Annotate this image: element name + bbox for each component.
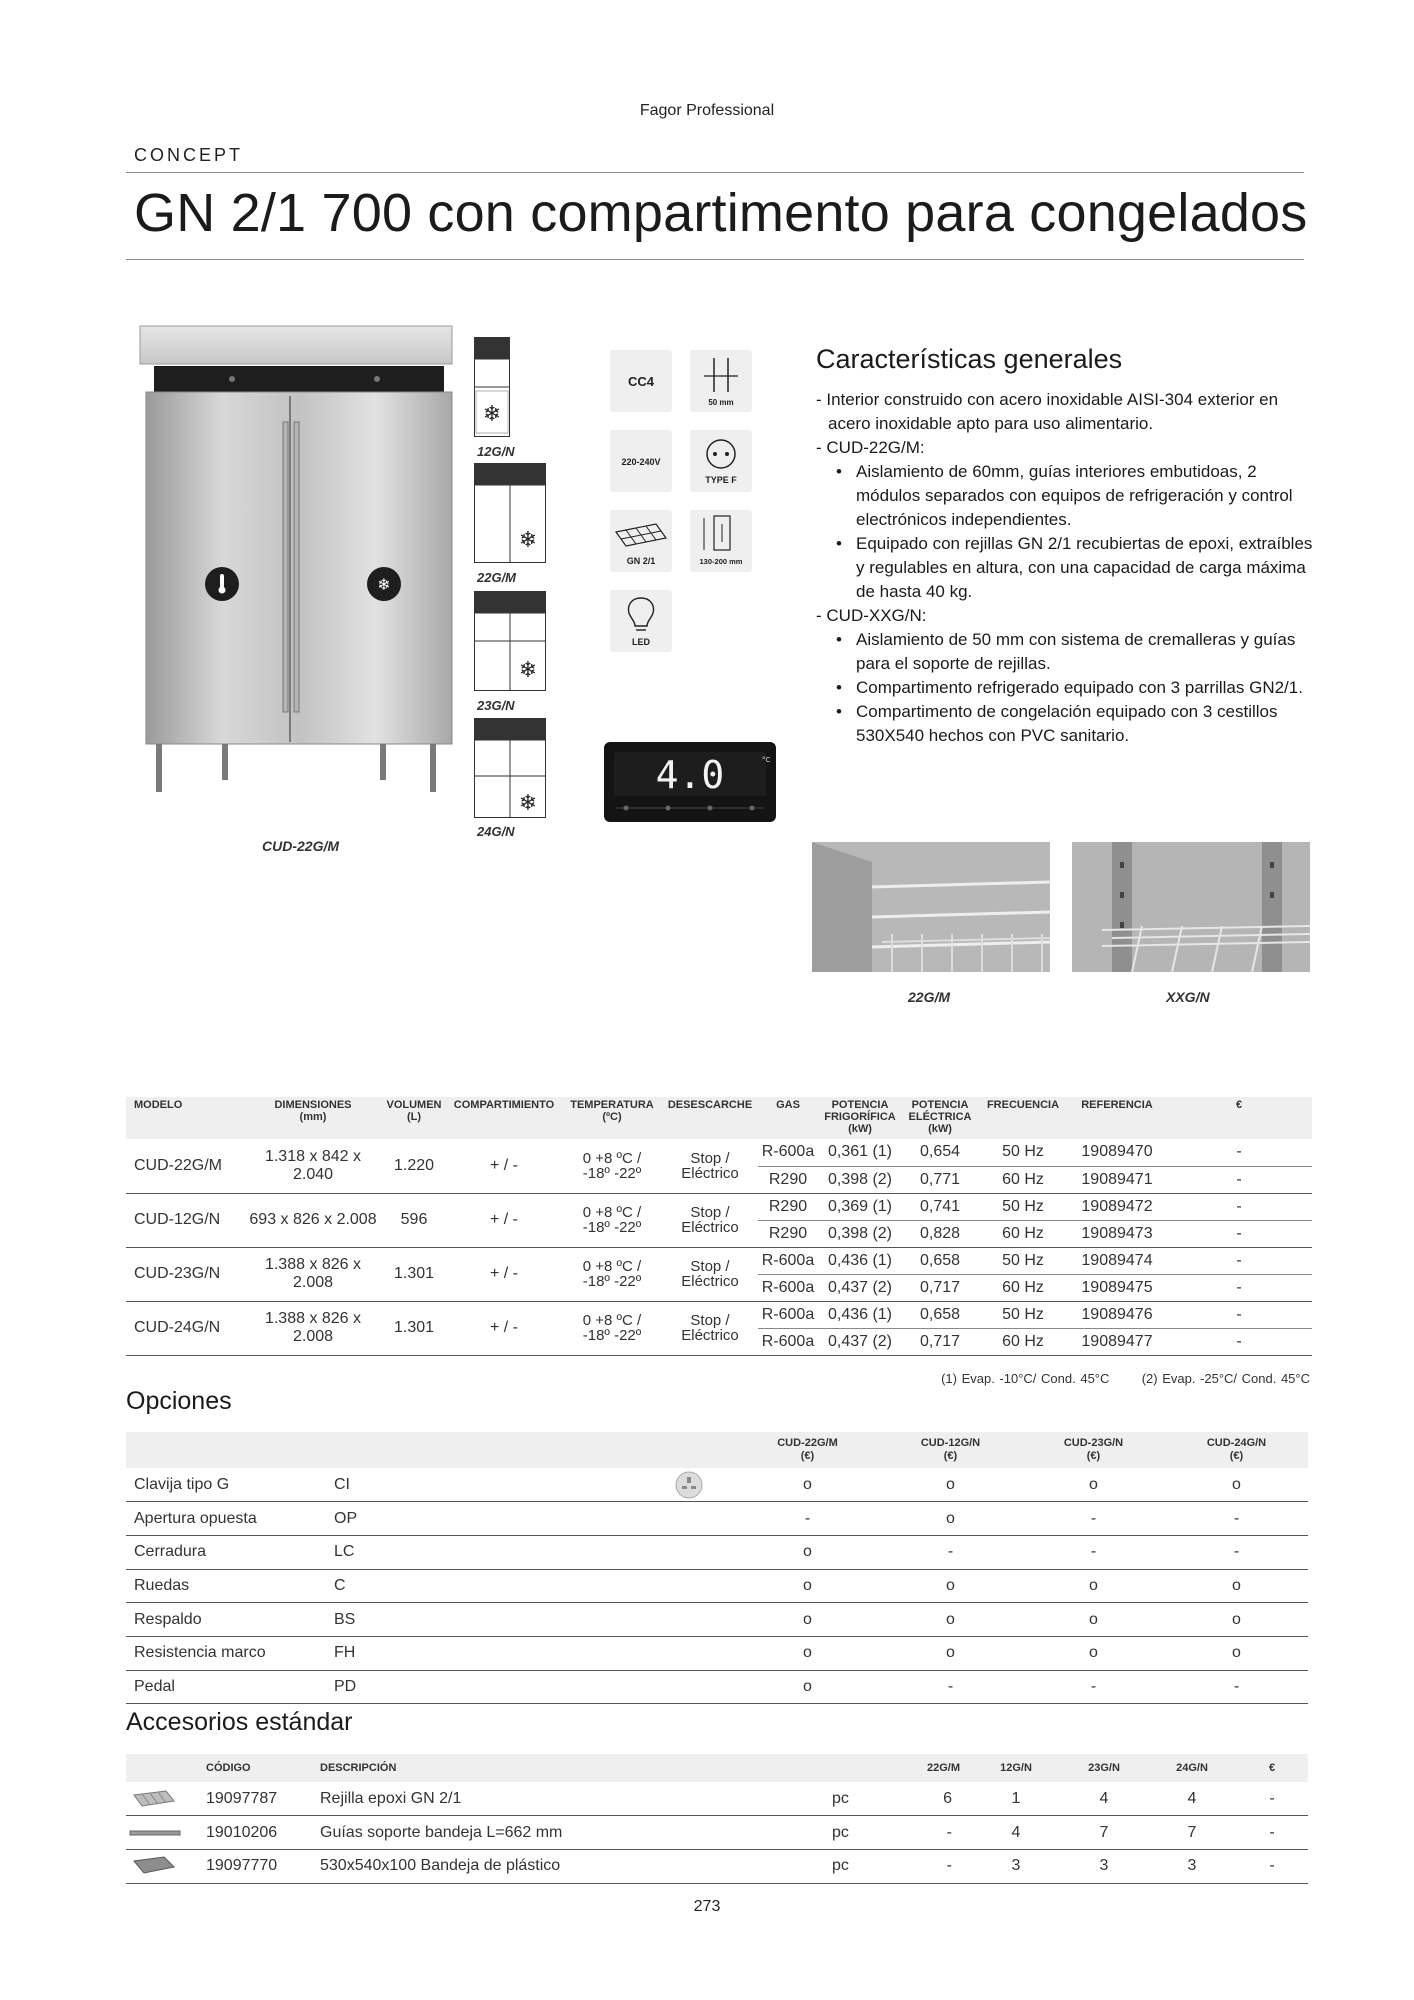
accessory-qty: 7	[1060, 1816, 1148, 1850]
accessory-qty: -	[702, 1849, 972, 1883]
voltage-label: 220-240V	[621, 457, 661, 467]
footnote: (2) Evap. -25°C/ Cond. 45°C	[1141, 1371, 1310, 1386]
option-name: Respaldo	[126, 1603, 326, 1637]
led-icon	[610, 590, 672, 652]
plug-label: TYPE F	[705, 475, 737, 485]
gas: R290	[758, 1220, 818, 1247]
gas: R-600a	[758, 1139, 818, 1166]
option-value: o	[1022, 1569, 1165, 1603]
option-code: BS	[326, 1603, 496, 1637]
col-codigo: CÓDIGO	[198, 1754, 312, 1782]
option-code: LC	[326, 1535, 496, 1569]
electric-power: 0,658	[902, 1301, 978, 1328]
cooling-power: 0,361 (1)	[818, 1139, 902, 1166]
option-code: PD	[326, 1670, 496, 1704]
option-name: Apertura opuesta	[126, 1502, 326, 1536]
frequency: 50 Hz	[978, 1193, 1068, 1220]
plastic-tray-icon	[126, 1849, 198, 1883]
option-code: OP	[326, 1502, 496, 1536]
gas: R-600a	[758, 1301, 818, 1328]
price: -	[1166, 1247, 1312, 1274]
general-bullet: • Equipado con rejillas GN 2/1 recubiertas de epoxi, extraíbles y regulables en altura, con una capacidad de carga máxima de hasta 40 kg.	[816, 532, 1316, 604]
reference: 19089476	[1068, 1301, 1166, 1328]
table-row	[126, 1670, 1308, 1704]
option-value: o	[736, 1670, 879, 1704]
table-row	[126, 1782, 1308, 1816]
options-table	[126, 1432, 1308, 1704]
variant-caption: 22G/M	[477, 570, 517, 585]
col-desescarche: DESESCARCHE	[662, 1097, 758, 1139]
table-row	[126, 1849, 1308, 1883]
col-descripcion: DESCRIPCIÓN	[312, 1754, 702, 1782]
table-row	[126, 1636, 1308, 1670]
page-number: 273	[693, 1898, 721, 1915]
col-potencia-frigorifica: POTENCIA FRIGORÍFICA (kW)	[818, 1097, 902, 1139]
led-label: LED	[632, 637, 650, 647]
general-title: Características generales	[816, 344, 1123, 374]
models-table	[126, 1097, 1312, 1356]
variant-22gm-diagram	[474, 463, 546, 563]
accessory-desc-cell	[312, 1816, 849, 1850]
accessories-title: Accesorios estándar	[126, 1708, 353, 1736]
col-23gn: 23G/N	[1060, 1754, 1148, 1782]
defrost: Stop / Eléctrico	[662, 1301, 758, 1355]
photo-caption: 22G/M	[908, 989, 951, 1005]
gas: R-600a	[758, 1274, 818, 1301]
electric-power: 0,771	[902, 1166, 978, 1193]
price: -	[1166, 1328, 1312, 1355]
insulation-label: 50 mm	[708, 398, 734, 407]
frequency: 50 Hz	[978, 1139, 1068, 1166]
volume: 596	[382, 1193, 446, 1247]
temperature: 0 +8 ºC / -18º -22º	[562, 1139, 662, 1193]
frequency: 60 Hz	[978, 1220, 1068, 1247]
accessory-price: -	[1236, 1849, 1308, 1883]
option-value: -	[1022, 1670, 1165, 1704]
accessory-qty: 6	[702, 1782, 972, 1816]
reference: 19089470	[1068, 1139, 1166, 1166]
col-frecuencia: FRECUENCIA	[978, 1097, 1068, 1139]
accessory-qty: 4	[972, 1816, 1060, 1850]
general-bullet: • Compartimento refrigerado equipado con 3 parrillas GN2/1.	[816, 676, 1316, 700]
insulation-icon	[690, 350, 752, 412]
option-value: o	[879, 1636, 1022, 1670]
defrost: Stop / Eléctrico	[662, 1247, 758, 1301]
option-name: Clavija tipo G	[126, 1468, 326, 1502]
accessory-qty: 3	[972, 1849, 1060, 1883]
cooling-power: 0,437 (2)	[818, 1328, 902, 1355]
col-modelo: MODELO	[126, 1097, 244, 1139]
accessory-description: Rejilla epoxi GN 2/1	[320, 1789, 462, 1807]
col-referencia: REFERENCIA	[1068, 1097, 1166, 1139]
cooling-power: 0,437 (2)	[818, 1274, 902, 1301]
cooling-power: 0,398 (2)	[818, 1220, 902, 1247]
accessory-qty: 7	[1148, 1816, 1236, 1850]
dimensions: 1.388 x 826 x 2.008	[244, 1247, 382, 1301]
electric-power: 0,658	[902, 1247, 978, 1274]
option-value: o	[879, 1468, 1022, 1502]
option-value: o	[879, 1569, 1022, 1603]
svg-text:❄: ❄	[482, 402, 502, 427]
col-gas: GAS	[758, 1097, 818, 1139]
option-value: o	[736, 1636, 879, 1670]
photo-caption: XXG/N	[1166, 989, 1210, 1005]
col-volumen: VOLUMEN (L)	[382, 1097, 446, 1139]
accessory-unit: pc	[832, 1823, 849, 1841]
option-value: o	[1165, 1569, 1308, 1603]
table-row	[126, 1502, 1308, 1536]
compartment: + / -	[446, 1247, 562, 1301]
option-value: -	[1165, 1502, 1308, 1536]
svg-text:❄: ❄	[518, 791, 538, 816]
svg-text:❄: ❄	[518, 658, 538, 683]
accessory-desc-cell	[312, 1849, 849, 1883]
footnotes	[900, 1371, 1310, 1386]
general-bullet: • Compartimento de congelación equipado con 3 cestillos 530X540 hechos con PVC sanitario.	[816, 700, 1316, 748]
accessory-qty: 4	[1060, 1782, 1148, 1816]
col-potencia-electrica: POTENCIA ELÉCTRICA (kW)	[902, 1097, 978, 1139]
reference: 19089473	[1068, 1220, 1166, 1247]
option-value: o	[1165, 1636, 1308, 1670]
accessory-qty: 1	[972, 1782, 1060, 1816]
electric-power: 0,828	[902, 1220, 978, 1247]
gas: R290	[758, 1166, 818, 1193]
brand-header: Fagor Professional	[639, 102, 775, 119]
section-label: CONCEPT	[134, 145, 244, 165]
option-value: -	[879, 1535, 1022, 1569]
accessory-code: 19097787	[198, 1782, 312, 1816]
col-compartimiento: COMPARTIMIENTO	[446, 1097, 562, 1139]
cooling-power: 0,436 (1)	[818, 1301, 902, 1328]
guide-rail-icon	[126, 1816, 198, 1850]
option-value: o	[1165, 1468, 1308, 1502]
accessory-qty: 3	[1060, 1849, 1148, 1883]
accessory-qty: 3	[1148, 1849, 1236, 1883]
col-cud-23gn: CUD-23G/N (€)	[1022, 1432, 1165, 1468]
volume: 1.301	[382, 1247, 446, 1301]
price: -	[1166, 1139, 1312, 1166]
accessory-unit: pc	[832, 1857, 849, 1875]
accessory-code: 19010206	[198, 1816, 312, 1850]
compartment: + / -	[446, 1139, 562, 1193]
table-row	[126, 1816, 1308, 1850]
frequency: 60 Hz	[978, 1274, 1068, 1301]
option-value: o	[736, 1468, 879, 1502]
general-list	[816, 388, 1316, 748]
gas: R290	[758, 1193, 818, 1220]
option-value: o	[879, 1603, 1022, 1637]
col-temperatura: TEMPERATURA (ºC)	[562, 1097, 662, 1139]
option-value: o	[1022, 1603, 1165, 1637]
col-24gn: 24G/N	[1148, 1754, 1236, 1782]
height-adjust-icon	[690, 510, 752, 572]
general-line: - CUD-22G/M:	[816, 438, 925, 457]
price: -	[1166, 1274, 1312, 1301]
accessory-unit: pc	[832, 1789, 849, 1807]
col-cud-12gn: CUD-12G/N (€)	[879, 1432, 1022, 1468]
frequency: 60 Hz	[978, 1166, 1068, 1193]
option-value: o	[879, 1502, 1022, 1536]
option-value: -	[879, 1670, 1022, 1704]
reference: 19089475	[1068, 1274, 1166, 1301]
electric-power: 0,741	[902, 1193, 978, 1220]
option-value: o	[1022, 1468, 1165, 1502]
accessories-table	[126, 1754, 1308, 1884]
col-precio: €	[1236, 1754, 1308, 1782]
option-value: o	[1165, 1603, 1308, 1637]
dimensions: 1.318 x 842 x 2.040	[244, 1139, 382, 1193]
option-code: FH	[326, 1636, 496, 1670]
volume: 1.301	[382, 1301, 446, 1355]
divider	[126, 259, 1304, 260]
svg-text:❄: ❄	[377, 575, 391, 594]
gas: R-600a	[758, 1247, 818, 1274]
variant-caption: 24G/N	[477, 824, 515, 839]
reference: 19089474	[1068, 1247, 1166, 1274]
product-caption: CUD-22G/M	[262, 838, 340, 854]
col-cud-24gn: CUD-24G/N (€)	[1165, 1432, 1308, 1468]
option-value: -	[1165, 1670, 1308, 1704]
price: -	[1166, 1193, 1312, 1220]
frequency: 60 Hz	[978, 1328, 1068, 1355]
divider	[126, 172, 1304, 173]
temperature: 0 +8 ºC / -18º -22º	[562, 1301, 662, 1355]
model-name: CUD-12G/N	[126, 1193, 244, 1247]
accessory-code: 19097770	[198, 1849, 312, 1883]
general-line: - Interior construido con acero inoxidable AISI-304 exterior en acero inoxidable apto para uso alimentario.	[816, 390, 1279, 433]
variant-23gn-diagram	[474, 591, 546, 691]
svg-text:°C: °C	[762, 756, 771, 764]
option-value: o	[736, 1535, 879, 1569]
model-name: CUD-24G/N	[126, 1301, 244, 1355]
option-code: C	[326, 1569, 496, 1603]
option-name: Pedal	[126, 1670, 326, 1704]
model-name: CUD-23G/N	[126, 1247, 244, 1301]
temperature: 0 +8 ºC / -18º -22º	[562, 1247, 662, 1301]
electric-power: 0,717	[902, 1328, 978, 1355]
dimensions: 1.388 x 826 x 2.008	[244, 1301, 382, 1355]
general-line: - CUD-XXG/N:	[816, 606, 927, 625]
options-title: Opciones	[126, 1387, 232, 1415]
reference: 19089471	[1068, 1166, 1166, 1193]
cooling-power: 0,436 (1)	[818, 1247, 902, 1274]
frequency: 50 Hz	[978, 1247, 1068, 1274]
electric-power: 0,654	[902, 1139, 978, 1166]
price: -	[1166, 1220, 1312, 1247]
table-row	[126, 1247, 1312, 1274]
volume: 1.220	[382, 1139, 446, 1193]
frequency: 50 Hz	[978, 1301, 1068, 1328]
variant-caption: 12G/N	[477, 444, 515, 459]
cooling-power: 0,398 (2)	[818, 1166, 902, 1193]
defrost: Stop / Eléctrico	[662, 1139, 758, 1193]
variant-12gn-diagram	[474, 337, 546, 437]
accessory-price: -	[1236, 1782, 1308, 1816]
accessory-desc-cell	[312, 1782, 849, 1816]
grid-label: GN 2/1	[626, 556, 656, 566]
reference: 19089472	[1068, 1193, 1166, 1220]
accessory-price: -	[1236, 1816, 1308, 1850]
svg-text:❄: ❄	[518, 528, 538, 553]
footnote: (1) Evap. -10°C/ Cond. 45°C	[941, 1371, 1110, 1386]
option-value: -	[1165, 1535, 1308, 1569]
control-display	[604, 742, 776, 822]
page-title: GN 2/1 700 con compartimento para congelados	[134, 183, 1308, 243]
interior-photo-xxgn	[1072, 842, 1310, 972]
accessory-description: 530x540x100 Bandeja de plástico	[320, 1857, 561, 1875]
option-value: o	[736, 1603, 879, 1637]
table-row	[126, 1139, 1312, 1166]
height-adjust-label: 130-200 mm	[699, 557, 743, 566]
electric-power: 0,717	[902, 1274, 978, 1301]
table-row	[126, 1193, 1312, 1220]
option-name: Resistencia marco	[126, 1636, 326, 1670]
price: -	[1166, 1301, 1312, 1328]
climate-class-icon	[610, 350, 672, 412]
col-precio: €	[1166, 1097, 1312, 1139]
reference: 19089477	[1068, 1328, 1166, 1355]
product-image	[132, 322, 458, 814]
dimensions: 693 x 826 x 2.008	[244, 1193, 382, 1247]
climate-class-label: CC4	[627, 374, 655, 389]
option-value: -	[1022, 1502, 1165, 1536]
grid-icon	[610, 510, 672, 572]
option-value: o	[1022, 1636, 1165, 1670]
defrost: Stop / Eléctrico	[662, 1193, 758, 1247]
variant-caption: 23G/N	[477, 698, 515, 713]
gas: R-600a	[758, 1328, 818, 1355]
table-row	[126, 1301, 1312, 1328]
cooling-power: 0,369 (1)	[818, 1193, 902, 1220]
table-row	[126, 1569, 1308, 1603]
table-row	[126, 1603, 1308, 1637]
plug-icon	[690, 430, 752, 492]
compartment: + / -	[446, 1193, 562, 1247]
variant-24gn-diagram	[474, 718, 546, 818]
voltage-icon	[610, 430, 672, 492]
option-value: o	[736, 1569, 879, 1603]
grid-shelf-icon	[126, 1782, 198, 1816]
compartment: + / -	[446, 1301, 562, 1355]
col-12gn: 12G/N	[972, 1754, 1060, 1782]
interior-photo-22gm	[812, 842, 1050, 972]
table-row	[126, 1468, 1308, 1502]
option-name: Ruedas	[126, 1569, 326, 1603]
plug-g-icon	[496, 1468, 736, 1502]
general-bullet: • Aislamiento de 50 mm con sistema de cremalleras y guías para el soporte de rejillas.	[816, 628, 1316, 676]
option-code: CI	[326, 1468, 496, 1502]
col-cud-22gm: CUD-22G/M (€)	[736, 1432, 879, 1468]
display-value: 4.0	[655, 753, 725, 797]
col-dimensiones: DIMENSIONES (mm)	[244, 1097, 382, 1139]
table-row	[126, 1535, 1308, 1569]
col-22gm: 22G/M	[702, 1754, 972, 1782]
general-bullet: • Aislamiento de 60mm, guías interiores embutidoas, 2 módulos separados con equipos de refrigeración y control electrónicos independientes.	[816, 460, 1316, 532]
price: -	[1166, 1166, 1312, 1193]
option-name: Cerradura	[126, 1535, 326, 1569]
accessory-qty: 4	[1148, 1782, 1236, 1816]
option-value: -	[1022, 1535, 1165, 1569]
accessory-description: Guías soporte bandeja L=662 mm	[320, 1823, 563, 1841]
temperature: 0 +8 ºC / -18º -22º	[562, 1193, 662, 1247]
accessory-qty: -	[702, 1816, 972, 1850]
option-value: -	[736, 1502, 879, 1536]
model-name: CUD-22G/M	[126, 1139, 244, 1193]
